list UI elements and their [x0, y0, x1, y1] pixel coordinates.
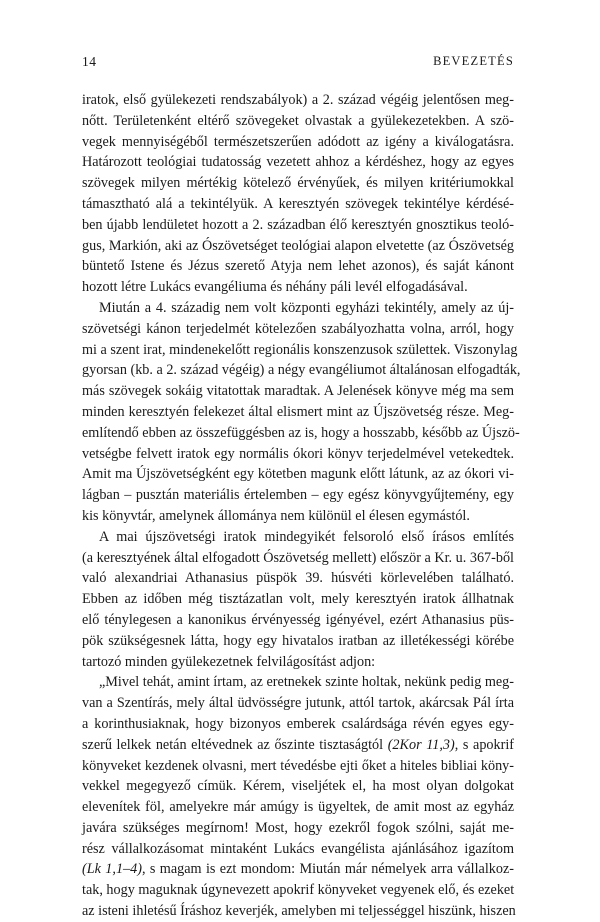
text-line: elő ténylegesen a kanonikus érvényesség igényével, ezért Athanasius püs-	[82, 611, 514, 628]
text-line: elevenítek föl, amelyekre már amúgy is ügyeltek, de amit most az egyház	[82, 799, 514, 816]
text-line: (Lk 1,1–4), s magam is ezt mondom: Miután már némelyek arra vállalkoz-	[82, 861, 515, 878]
text-line: javára szükséges megírnom! Most, hogy ezekről fogok szólni, saját me-	[82, 819, 514, 836]
text-line: a korinthusiaknak, hogy bizonyos emberek csalárdsága révén egyes egy-	[82, 715, 514, 732]
text-line: tartozó minden gyülekezetnek felvilágosítást adjon:	[82, 653, 376, 670]
text-line: vegek mennyiségéből természetszerűen adódott az igény a kiválogatásra.	[82, 133, 514, 150]
text-line: való alexandriai Athanasius püspök 39. húsvéti körlevelében található.	[82, 570, 514, 587]
text-line: pök szükségesnek látta, hogy egy hivatalos iratban az illetékességi körébe	[82, 632, 514, 649]
running-header	[82, 54, 514, 74]
text-line: más szövegek sokáig vitatottak maradtak. A Jelenések könyve még ma sem	[82, 383, 514, 400]
text-line: Miután a 4. századig nem volt központi egyházi tekintély, amely az új-	[99, 299, 514, 316]
text-line: említendő ebben az összefüggésben az is, hogy a hosszabb, később az Újszö-	[82, 424, 520, 441]
text-line: szövetségi kánon terjedelmét kötelezően szabályozhatta volna, arról, hogy	[82, 320, 514, 337]
text-line: mi a szent irat, mindenekelőtt regionális konszenzusok születtek. Viszonylag	[82, 341, 518, 358]
text-line: vetségbe felvett iratok egy normális ókori könyv terjedelmével vetekedtek.	[82, 445, 514, 462]
text-line: gus, Markión, aki az Ószövetséget teológiai alapon elvetette (az Ószövetség	[82, 237, 514, 254]
text-line: Amit ma Újszövetségként egy kötetben magunk előtt látunk, az az ókori vi-	[82, 466, 514, 483]
paragraph	[82, 90, 514, 298]
text-line: A mai újszövetségi iratok mindegyikét felsoroló első írásos említés	[99, 528, 514, 545]
scripture-reference: (2Kor 11,3)	[387, 736, 455, 753]
text-line: szerű lelkek netán eltévednek az őszinte tisztaságtól (2Kor 11,3), s apokrif	[82, 736, 514, 753]
text-line: hozott létre Lukács evangéliuma és néhány páli levél elfogadásával.	[82, 279, 468, 296]
text-line: minden keresztyén felekezet által elismert mint az Újszövetség része. Meg-	[82, 403, 514, 420]
text-line: van a Szentírás, mely által üdvösségre jutunk, attól tartok, akárcsak Pál írta	[82, 695, 514, 712]
text-line: ben újabb lendületet hozott a 2. században élő keresztyén gnosztikus teoló-	[82, 216, 514, 233]
text-line: (a keresztyének által elfogadott Ószövetség mellett) először a Kr. u. 367-ből	[82, 549, 514, 566]
text-line: vekkel megegyező címük. Kérem, viseljétek el, ha most olyan dolgokat	[82, 778, 514, 795]
body-text	[82, 90, 521, 922]
text-line: tak, hogy maguknak úgynevezett apokrif könyveket vegyenek elő, és ezeket	[82, 882, 515, 899]
text-line: „Mivel tehát, amint írtam, az eretnekek szinte holtak, nekünk pedig meg-	[99, 674, 514, 691]
book-page	[82, 54, 521, 922]
text-line: rész vállalkozásomat mintaként Lukács evangélista ajánlásához igazítom	[82, 840, 514, 857]
text-line: gyorsan (kb. a 2. század végéig) a négy evangéliumot általánosan elfogadták,	[82, 362, 521, 379]
text-line: Ebben az időben még tisztázatlan volt, mely keresztyén iratok állhatnak	[82, 591, 514, 608]
section-title: BEVEZETÉS	[433, 54, 514, 68]
text-line: szövegek milyen mértékig kötelező érvényűek, és milyen kritériumokkal	[82, 175, 514, 192]
text-line: iratok, első gyülekezeti rendszabályok) a 2. század végéig jelentősen meg-	[82, 92, 514, 108]
text-line: Határozott teológiai tudatosság vezetett ahhoz a kérdéshez, hogy az egyes	[82, 154, 514, 171]
paragraph	[82, 298, 521, 527]
text-line: könyveket kezdenek olvasni, mert tévedésbe ejti őket a hiteles bibliai köny-	[82, 757, 514, 774]
text-line: támasztható alá a tekintélyük. A keresztyén szövegek tekintélye kérdésé-	[82, 195, 514, 212]
scripture-reference: (Lk 1,1–4)	[82, 861, 142, 878]
text-line: kis könyvtár, amelynek állománya nem különül el élesen egymástól.	[82, 507, 470, 524]
paragraph	[82, 527, 514, 673]
text-line: lágban – pusztán materiális értelemben – egy egész könyvgyűjtemény, egy	[82, 487, 514, 504]
text-line: büntető Istene és Jézus szerető Atyja nem lehet azonos), és saját kánont	[82, 258, 514, 275]
text-line: az isteni ihletésű Íráshoz keverjék, amelyben mi teljességgel hiszünk, hiszen	[82, 903, 516, 920]
page-number: 14	[82, 54, 97, 69]
text-line: nőtt. Területenként eltérő szövegeket olvastak a gyülekezetekben. A szö-	[82, 112, 514, 129]
quotation-paragraph	[82, 672, 514, 922]
